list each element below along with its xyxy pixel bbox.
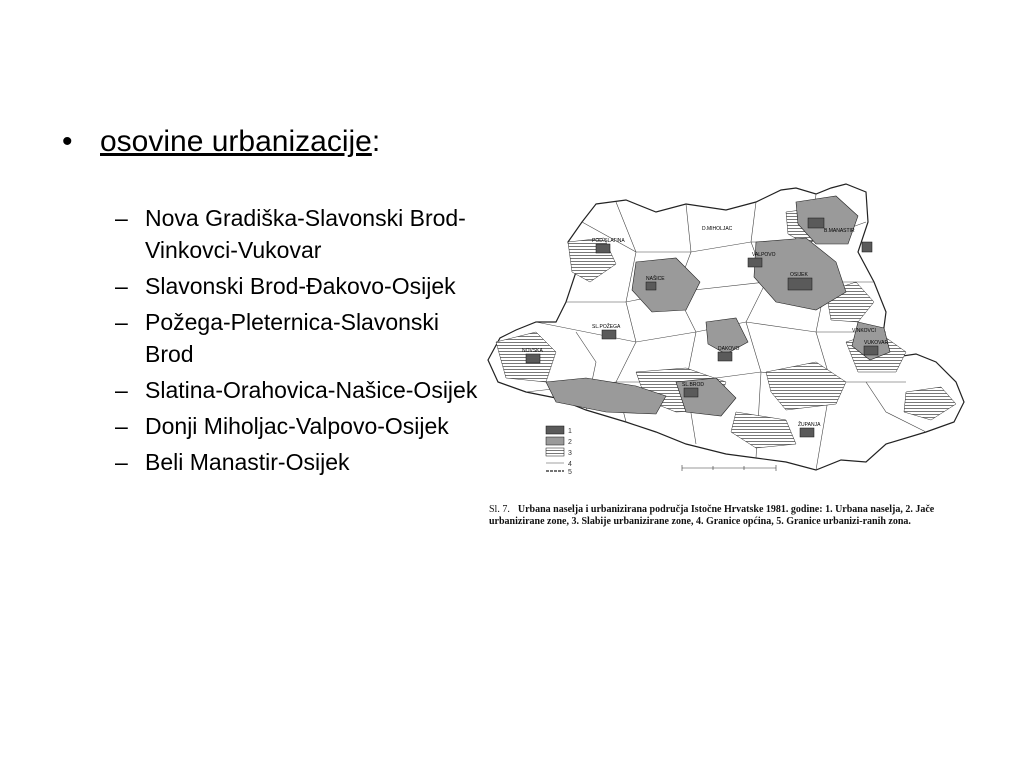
list-item: [115, 410, 485, 442]
dash-marker: –: [115, 413, 128, 439]
list-item-label: Slatina-Orahovica-Našice-Osijek: [145, 377, 478, 403]
dash-marker: –: [115, 309, 128, 335]
scale-bar: [682, 465, 776, 471]
town-label: SL.POŽEGA: [592, 324, 621, 330]
list-item-label: Nova Gradiška-Slavonski Brod-Vinkovci-Vukovar: [145, 205, 466, 263]
dash-marker: –: [115, 273, 128, 299]
sub-bullet-list: [115, 202, 485, 482]
list-item-label: Slavonski Brod-Đakovo-Osijek: [145, 273, 456, 299]
dash-marker: –: [115, 449, 128, 475]
town-label: VALPOVO: [752, 252, 776, 258]
urbanization-map: [486, 182, 970, 502]
main-bullet: [62, 122, 380, 162]
dash-marker: –: [115, 377, 128, 403]
list-item: [115, 374, 485, 406]
caption-text: Urbana naselja i urbanizirana područja Istočne Hrvatske 1981. godine: 1. Urbana naselja, 2. Jače urbanizirane zone, 3. Slabije urbanizirane zone, 4. Granice općina, 5. Granice urbanizi-ranih zona.: [489, 504, 935, 527]
legend-swatch-weak: [546, 448, 564, 456]
caption-number: Sl. 7.: [489, 504, 510, 515]
legend-swatch-strong: [546, 437, 564, 445]
town-label: VUKOVAR: [864, 340, 889, 346]
urbanization-map-figure: [486, 182, 970, 542]
legend-label: 2: [568, 439, 572, 446]
legend-label: 3: [568, 450, 572, 457]
town-label: OSIJEK: [790, 272, 808, 278]
list-item: [115, 306, 485, 370]
town-label: SL.BROD: [682, 382, 704, 388]
list-item: [115, 202, 485, 266]
town-label: VINKOVCI: [852, 328, 876, 334]
bullet-suffix: :: [371, 125, 381, 158]
legend-label: 4: [568, 461, 572, 468]
legend-swatch-urban: [546, 426, 564, 434]
town-label: DAKOVO: [718, 346, 740, 352]
legend-label: 1: [568, 428, 572, 435]
figure-caption: [489, 504, 969, 528]
list-item-label: Donji Miholjac-Valpovo-Osijek: [145, 413, 449, 439]
dash-marker: –: [115, 205, 128, 231]
list-item-label: Požega-Pleternica-Slavonski Brod: [145, 309, 440, 367]
list-item-label: Beli Manastir-Osijek: [145, 449, 350, 475]
town-label: B.MANASTIR: [824, 228, 855, 234]
list-item: [115, 270, 485, 302]
town-label: D.MIHOLJAC: [702, 226, 733, 232]
list-item: [115, 446, 485, 478]
town-label: POD.SLATINA: [592, 238, 625, 244]
town-label: ŽUPANJA: [798, 422, 821, 428]
bullet-term: osovine urbanizacije: [100, 125, 372, 158]
town-label: NAŠICE: [646, 276, 665, 282]
map-legend: [546, 426, 572, 476]
town-label: NOVSKA: [522, 348, 543, 354]
legend-label: 5: [568, 469, 572, 476]
bullet-marker: •: [62, 125, 73, 158]
